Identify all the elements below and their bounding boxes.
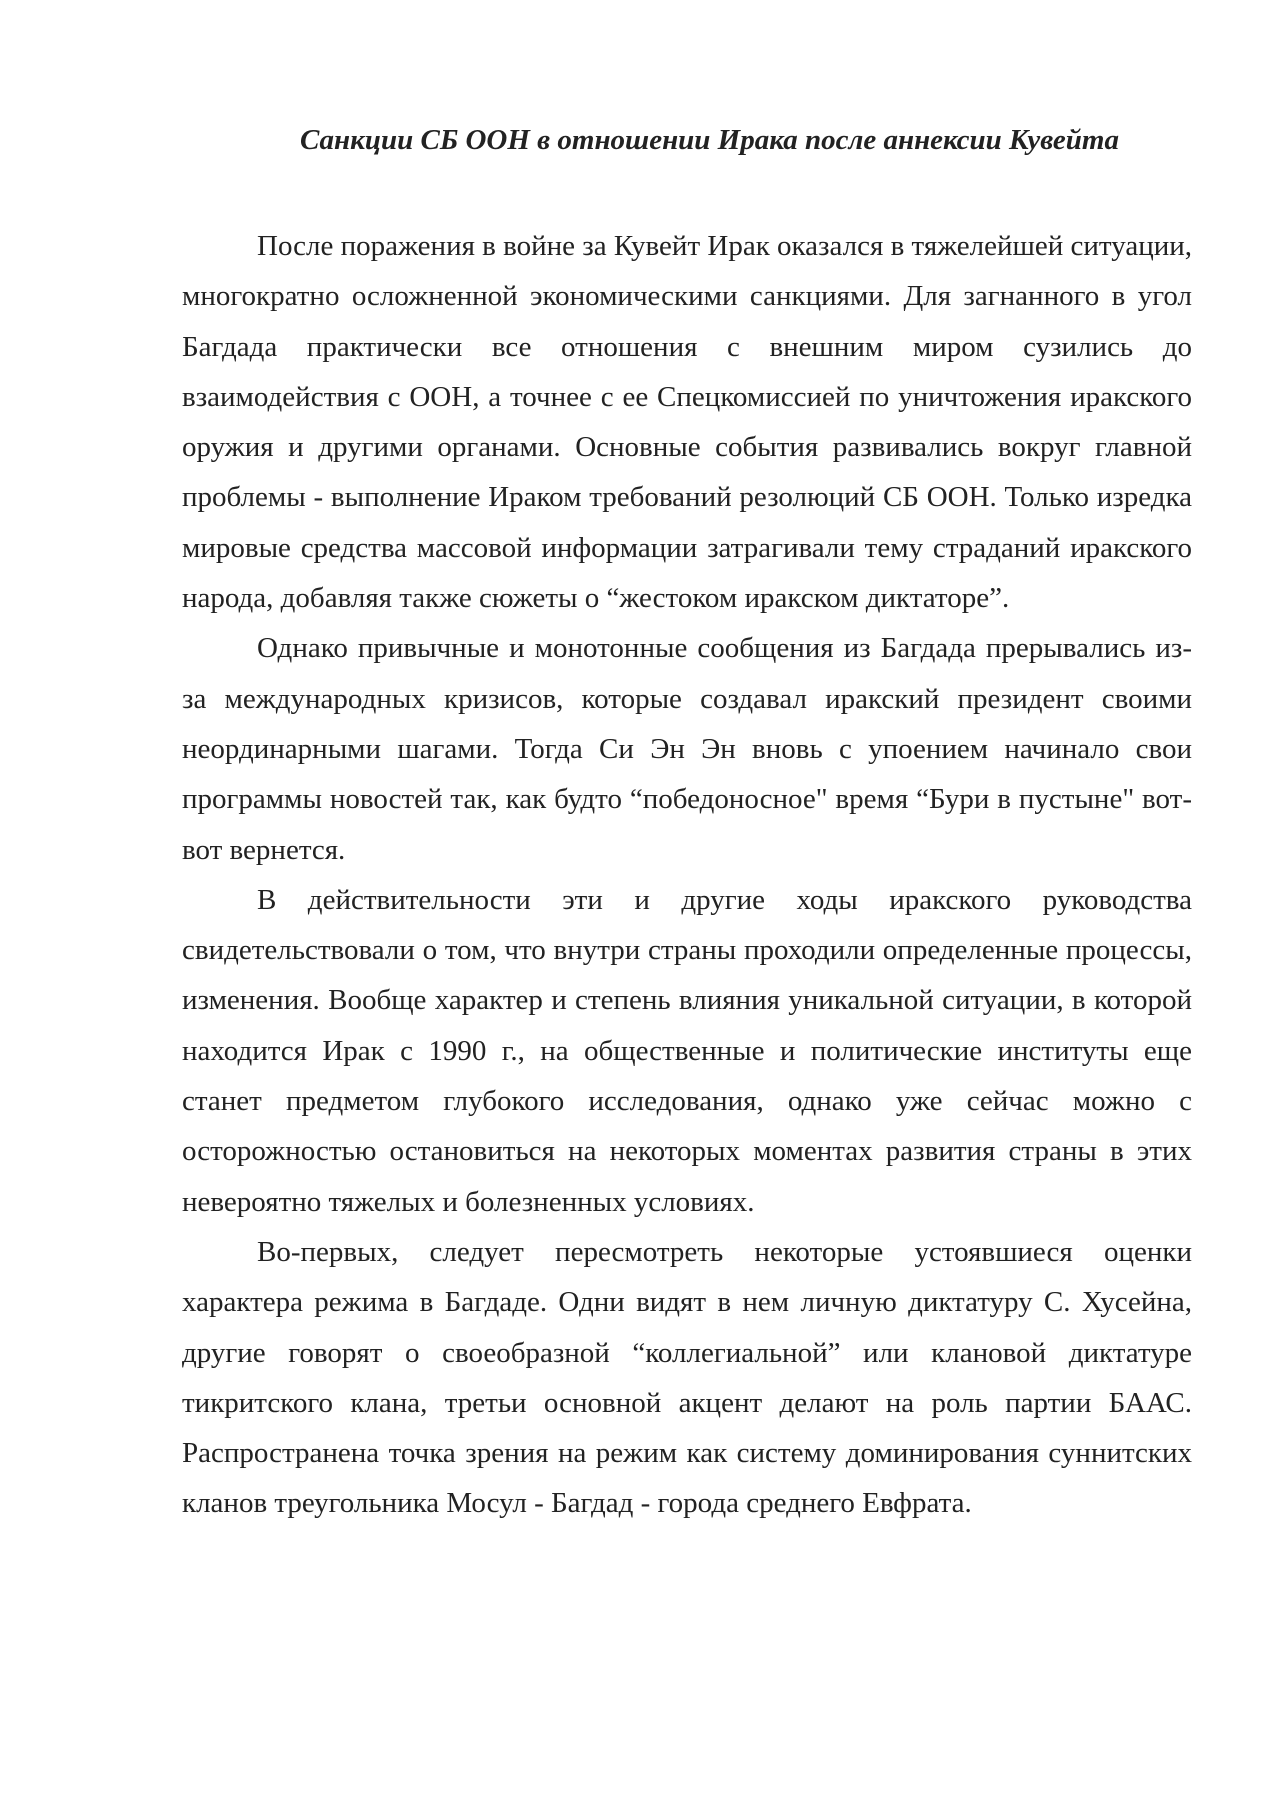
document-page <box>182 0 1192 1811</box>
paragraph-4: Во-первых, следует пересмотреть некоторые устоявшиеся оценки характера режима в Багдаде. Одни видят в нем личную диктатуру С. Хусейна, другие говорят о своеобразной “коллегиальной” или клановой диктатуре тикритского клана, третьи основной акцент делают на роль партии БААС. Распространена точка зрения на режим как систему доминирования суннитских кланов треугольника Мосул - Багдад - города среднего Евфрата. <box>182 1235 1192 1520</box>
paragraph-1: После поражения в войне за Кувейт Ирак оказался в тяжелейшей ситуации, многократно осложненной экономическими санкциями. Для загнанного в угол Багдада практически все отношения с внешним миром сузились до взаимодействия с ООН, а точнее с ее Спецкомиссией по уничтожения иракского оружия и другими органами. Основные события развивались вокруг главной проблемы - выполнение Ираком требований резолюций СБ ООН. Только изредка мировые средства массовой информации затрагивали тему страданий иракского народа, добавляя также сюжеты о “жестоком иракском диктаторе”. <box>182 230 1192 615</box>
paragraph-2: Однако привычные и монотонные сообщения из Багдада прерывались из-за международных кризисов, которые создавал иракский президент своими неординарными шагами. Тогда Си Эн Эн вновь с упоением начинало свои программы новостей так, как будто “победоносное" время “Бури в пустыне" вот-вот вернется. <box>182 632 1192 866</box>
document-title: Санкции СБ ООН в отношении Ирака после аннексии Кувейта <box>300 124 1119 156</box>
document-body <box>182 221 1192 1529</box>
paragraph-3: В действительности эти и другие ходы иракского руководства свидетельствовали о том, что внутри страны проходили определенные процессы, изменения. Вообще характер и степень влияния уникальной ситуации, в которой находится Ирак с 1990 г., на общественные и политические институты еще станет предметом глубокого исследования, однако уже сейчас можно с осторожностью остановиться на некоторых моментах развития страны в этих невероятно тяжелых и болезненных условиях. <box>182 883 1192 1218</box>
